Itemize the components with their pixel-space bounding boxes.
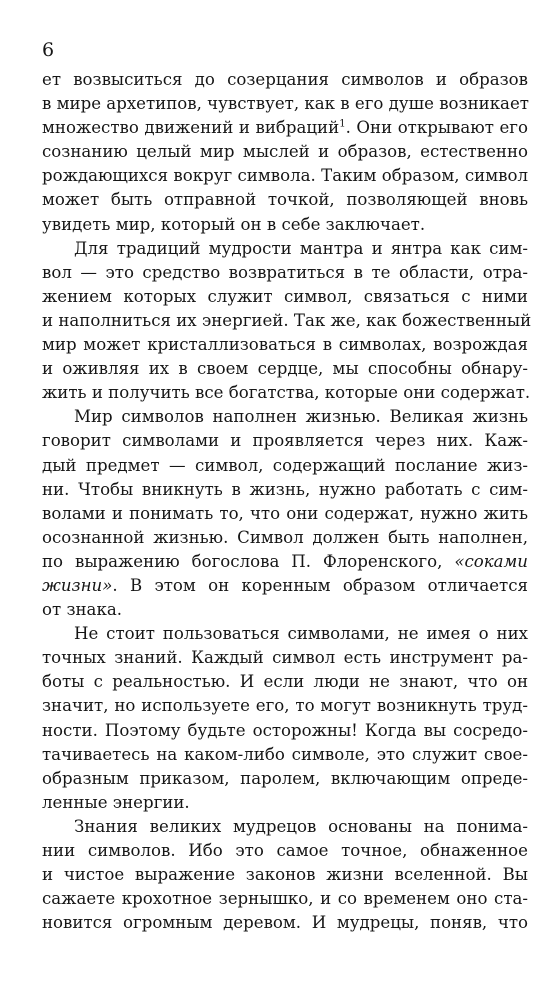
text-line: Для традиций мудрости мантра и янтра как сим-: [74, 238, 528, 258]
text-line: мир может кристаллизоваться в символах, возрождая: [42, 335, 528, 355]
text-line: ни. Чтобы вникнуть в жизнь, нужно работать с сим-: [42, 479, 528, 499]
page-number: 6: [42, 39, 55, 61]
text-line: [42, 550, 528, 574]
text-line: боты с реальностью. И если люди не знают, что он: [42, 672, 528, 692]
body-text: [42, 68, 532, 935]
text-line: от знака.: [42, 600, 122, 620]
text-segment: . Они открывают его: [345, 118, 528, 138]
text-line: Мир символов наполнен жизнью. Великая жизнь: [74, 407, 528, 427]
text-line: жить и получить все богатства, которые они содержат.: [42, 383, 531, 403]
text-line: вол — это средство возвратиться в те области, отра-: [42, 262, 528, 282]
text-line: говорит символами и проявляется через них. Каж-: [42, 431, 528, 451]
text-line: Знания великих мудрецов основаны на понима-: [74, 816, 528, 836]
text-segment: по выражению богослова П. Флоренского,: [42, 551, 455, 571]
text-line: может быть отправной точкой, позволяющей вновь: [42, 190, 528, 210]
text-line: значит, но используете его, то могут возникнуть труд-: [42, 696, 528, 716]
text-segment: множество движений и вибраций: [42, 118, 340, 138]
italic-quote: жизни»: [42, 575, 113, 595]
text-line: и чистое выражение законов жизни вселенной. Вы: [42, 865, 528, 885]
text-line: [42, 116, 528, 140]
text-line: волами и понимать то, что они содержат, нужно жить: [42, 503, 528, 523]
text-line: осознанной жизнью. Символ должен быть наполнен,: [42, 527, 528, 547]
text-line: и оживляя их в своем сердце, мы способны обнару-: [42, 359, 528, 379]
text-line: ленные энергии.: [42, 792, 190, 812]
text-segment: . В этом он коренным образом отличается: [112, 575, 528, 595]
text-line: дый предмет — символ, содержащий послание жиз-: [42, 455, 528, 475]
text-line: ет возвыситься до созерцания символов и образов: [42, 70, 528, 89]
text-line: рождающихся вокруг символа. Таким образом, символ: [42, 166, 528, 186]
text-line: увидеть мир, который он в себе заключает.: [42, 214, 426, 234]
text-line: нии символов. Ибо это самое точное, обнаженное: [42, 841, 528, 860]
text-line: Не стоит пользоваться символами, не имея о них: [74, 624, 528, 644]
text-line: и наполниться их энергией. Так же, как божественный: [42, 310, 532, 330]
footnote-marker: 1: [339, 118, 346, 130]
text-line: сажаете крохотное зернышко, и со временем оно ста-: [42, 889, 528, 909]
text-line: образным приказом, паролем, включающим опреде-: [42, 768, 528, 788]
text-line: [42, 574, 528, 598]
text-line: ности. Поэтому будьте осторожны! Когда вы сосредо-: [42, 720, 528, 740]
text-line: жением которых служит символ, связаться с ними: [42, 286, 528, 306]
text-line: в мире архетипов, чувствует, как в его душе возникает: [42, 94, 529, 114]
text-line: новится огромным деревом. И мудрецы, поняв, что: [42, 913, 528, 933]
text-line: точных знаний. Каждый символ есть инструмент ра-: [42, 648, 528, 668]
text-line: сознанию целый мир мыслей и образов, естественно: [42, 142, 528, 162]
italic-quote: «соками: [454, 551, 528, 571]
text-line: тачиваетесь на каком-либо символе, это служит свое-: [42, 744, 528, 764]
